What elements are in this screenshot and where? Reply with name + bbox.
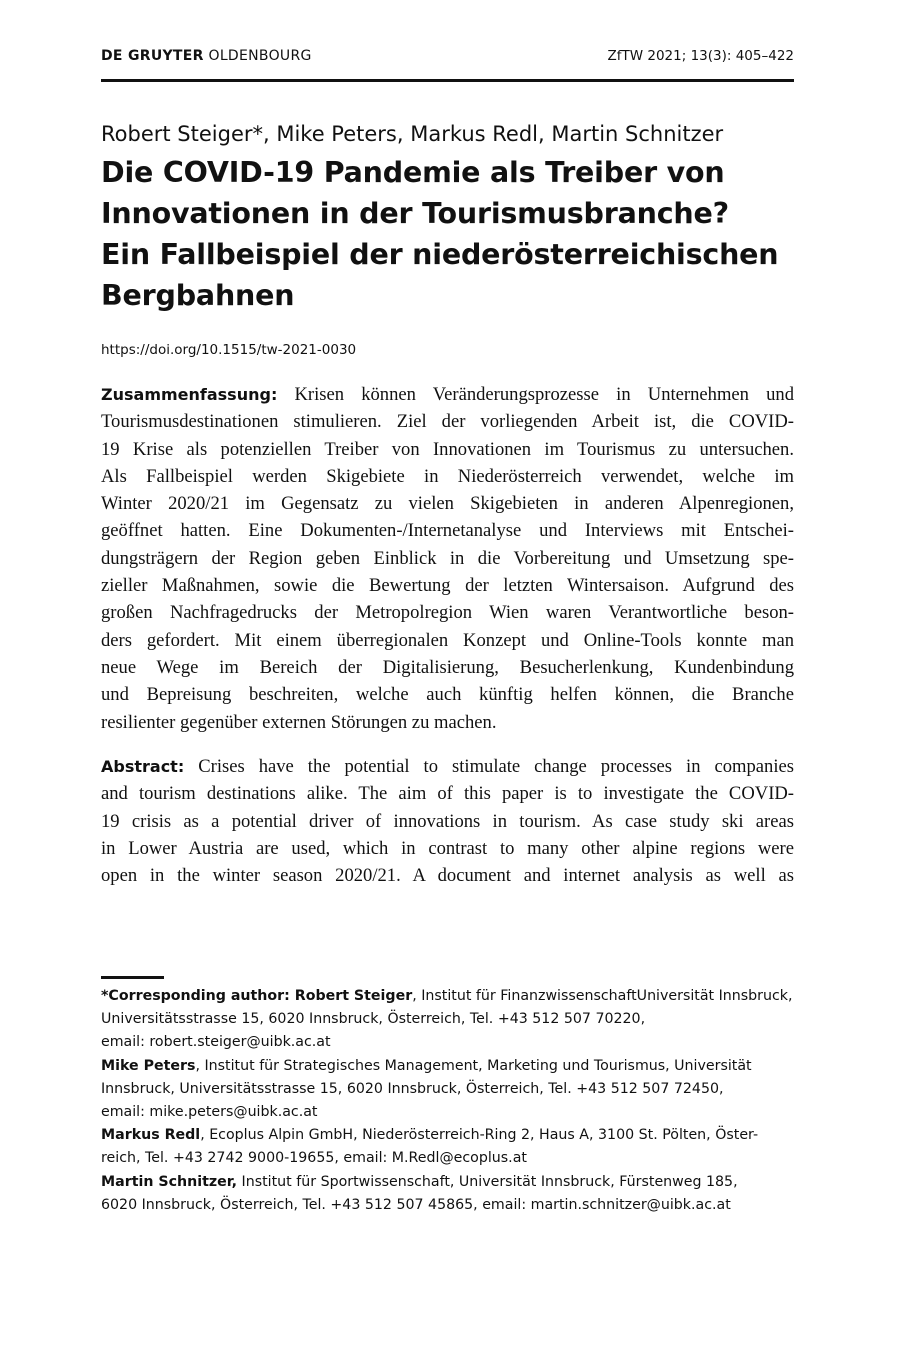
footnote-line: Markus Redl, Ecoplus Alpin GmbH, Niederösterreich-Ring 2, Haus A, 3100 St. Pölten, Öster- [101,1127,759,1144]
abstract-line: Tourismusdestinationen stimulieren. Ziel der vorliegenden Arbeit ist, die COVID- [101,411,794,433]
title-line: Innovationen in der Tourismusbranche? [101,197,729,230]
author-list: Robert Steiger*, Mike Peters, Markus Redl, Martin Schnitzer [101,122,724,146]
author-name: Markus Redl [101,1127,201,1144]
footnote-line: Mike Peters, Institut für Strategisches Management, Marketing und Tourismus, Universität [101,1057,752,1074]
abstract-line: Zusammenfassung: Krisen können Veränderungsprozesse in Unternehmen und [101,384,794,405]
footnote-line: Martin Schnitzer, Institut für Sportwissenschaft, Universität Innsbruck, Fürstenweg 185, [101,1173,738,1190]
author-footnotes [101,985,794,1217]
publisher-bold: DE GRUYTER [101,48,204,64]
publisher-name [101,48,312,64]
publisher-light: OLDENBOURG [208,48,312,64]
abstract-line: resilienter gegenüber externen Störungen zu machen. [101,711,497,733]
abstract-line: Abstract: Crises have the potential to stimulate change processes in companies [101,756,795,777]
abstract-line: neue Wege im Bereich der Digitalisierung, Besucherlenkung, Kundenbindung [101,656,794,678]
footnote-line: Innsbruck, Universitätsstrasse 15, 6020 Innsbruck, Österreich, Tel. +43 512 507 72450, [101,1080,724,1097]
footnote-line: *Corresponding author: Robert Steiger, Institut für FinanzwissenschaftUniversität Innsbruck, [101,988,793,1004]
abstract-line: geöffnet hatten. Eine Dokumenten-/Internetanalyse und Interviews mit Entschei- [101,520,794,542]
corresponding-author-label: *Corresponding author: Robert Steiger [101,988,413,1004]
title-line: Bergbahnen [101,279,295,312]
abstract-line: 19 crisis as a potential driver of innovations in tourism. As case study ski areas [101,810,794,832]
abstract-line: 19 Krise als potenziellen Treiber von Innovationen im Tourismus zu untersuchen. [101,438,794,460]
footnote-line: reich, Tel. +43 2742 9000-19655, email: M.Redl@ecoplus.at [101,1150,527,1167]
abstract-line: zieller Maßnahmen, sowie die Bewertung der letzten Wintersaison. Aufgrund des [101,575,794,597]
paper-title [101,152,794,316]
abstract-line: dungsträgern der Region geben Einblick in die Vorbereitung und Umsetzung spe- [101,547,794,569]
footnote-rule [101,976,164,979]
doi-link[interactable]: https://doi.org/10.1515/tw-2021-0030 [101,342,357,358]
footnote-line: Universitätsstrasse 15, 6020 Innsbruck, Österreich, Tel. +43 512 507 70220, [101,1011,646,1028]
abstract-line: open in the winter season 2020/21. A document and internet analysis as well as [101,865,794,887]
title-line: Ein Fallbeispiel der niederösterreichischen [101,238,779,271]
abstract-line: Winter 2020/21 im Gegensatz zu vielen Skigebieten in anderen Alpenregionen, [101,493,794,515]
author-name: Martin Schnitzer, [101,1173,238,1190]
abstract-label: Abstract: [101,757,185,776]
abstract-line: ders gefordert. Mit einem überregionalen Konzept und Online-Tools konnte man [101,629,794,651]
abstract-line: und Bepreisung beschreiten, welche auch künftig helfen können, die Branche [101,684,794,706]
author-name: Mike Peters [101,1057,196,1074]
footnote-line: 6020 Innsbruck, Österreich, Tel. +43 512 507 45865, email: martin.schnitzer@uibk.ac.at [101,1196,731,1213]
zusammenfassung-section [101,381,794,736]
peters-email[interactable]: email: mike.peters@uibk.ac.at [101,1104,318,1121]
abstract-line: Als Fallbeispiel werden Skigebiete in Niederösterreich verwendet, welche im [101,465,794,487]
abstract-section [101,753,794,889]
header-rule [101,79,794,82]
running-header [101,48,794,70]
steiger-email[interactable]: email: robert.steiger@uibk.ac.at [101,1034,331,1051]
journal-citation: ZfTW 2021; 13(3): 405–422 [607,48,794,64]
zusammenfassung-label: Zusammenfassung: [101,385,278,404]
abstract-line: großen Nachfragedrucks der Metropolregion Wien waren Verantwortliche beson- [101,602,794,624]
abstract-line: and tourism destinations alike. The aim of this paper is to investigate the COVID- [101,783,794,805]
abstract-line: in Lower Austria are used, which in contrast to many other alpine regions were [101,837,794,859]
title-line: Die COVID-19 Pandemie als Treiber von [101,156,725,189]
